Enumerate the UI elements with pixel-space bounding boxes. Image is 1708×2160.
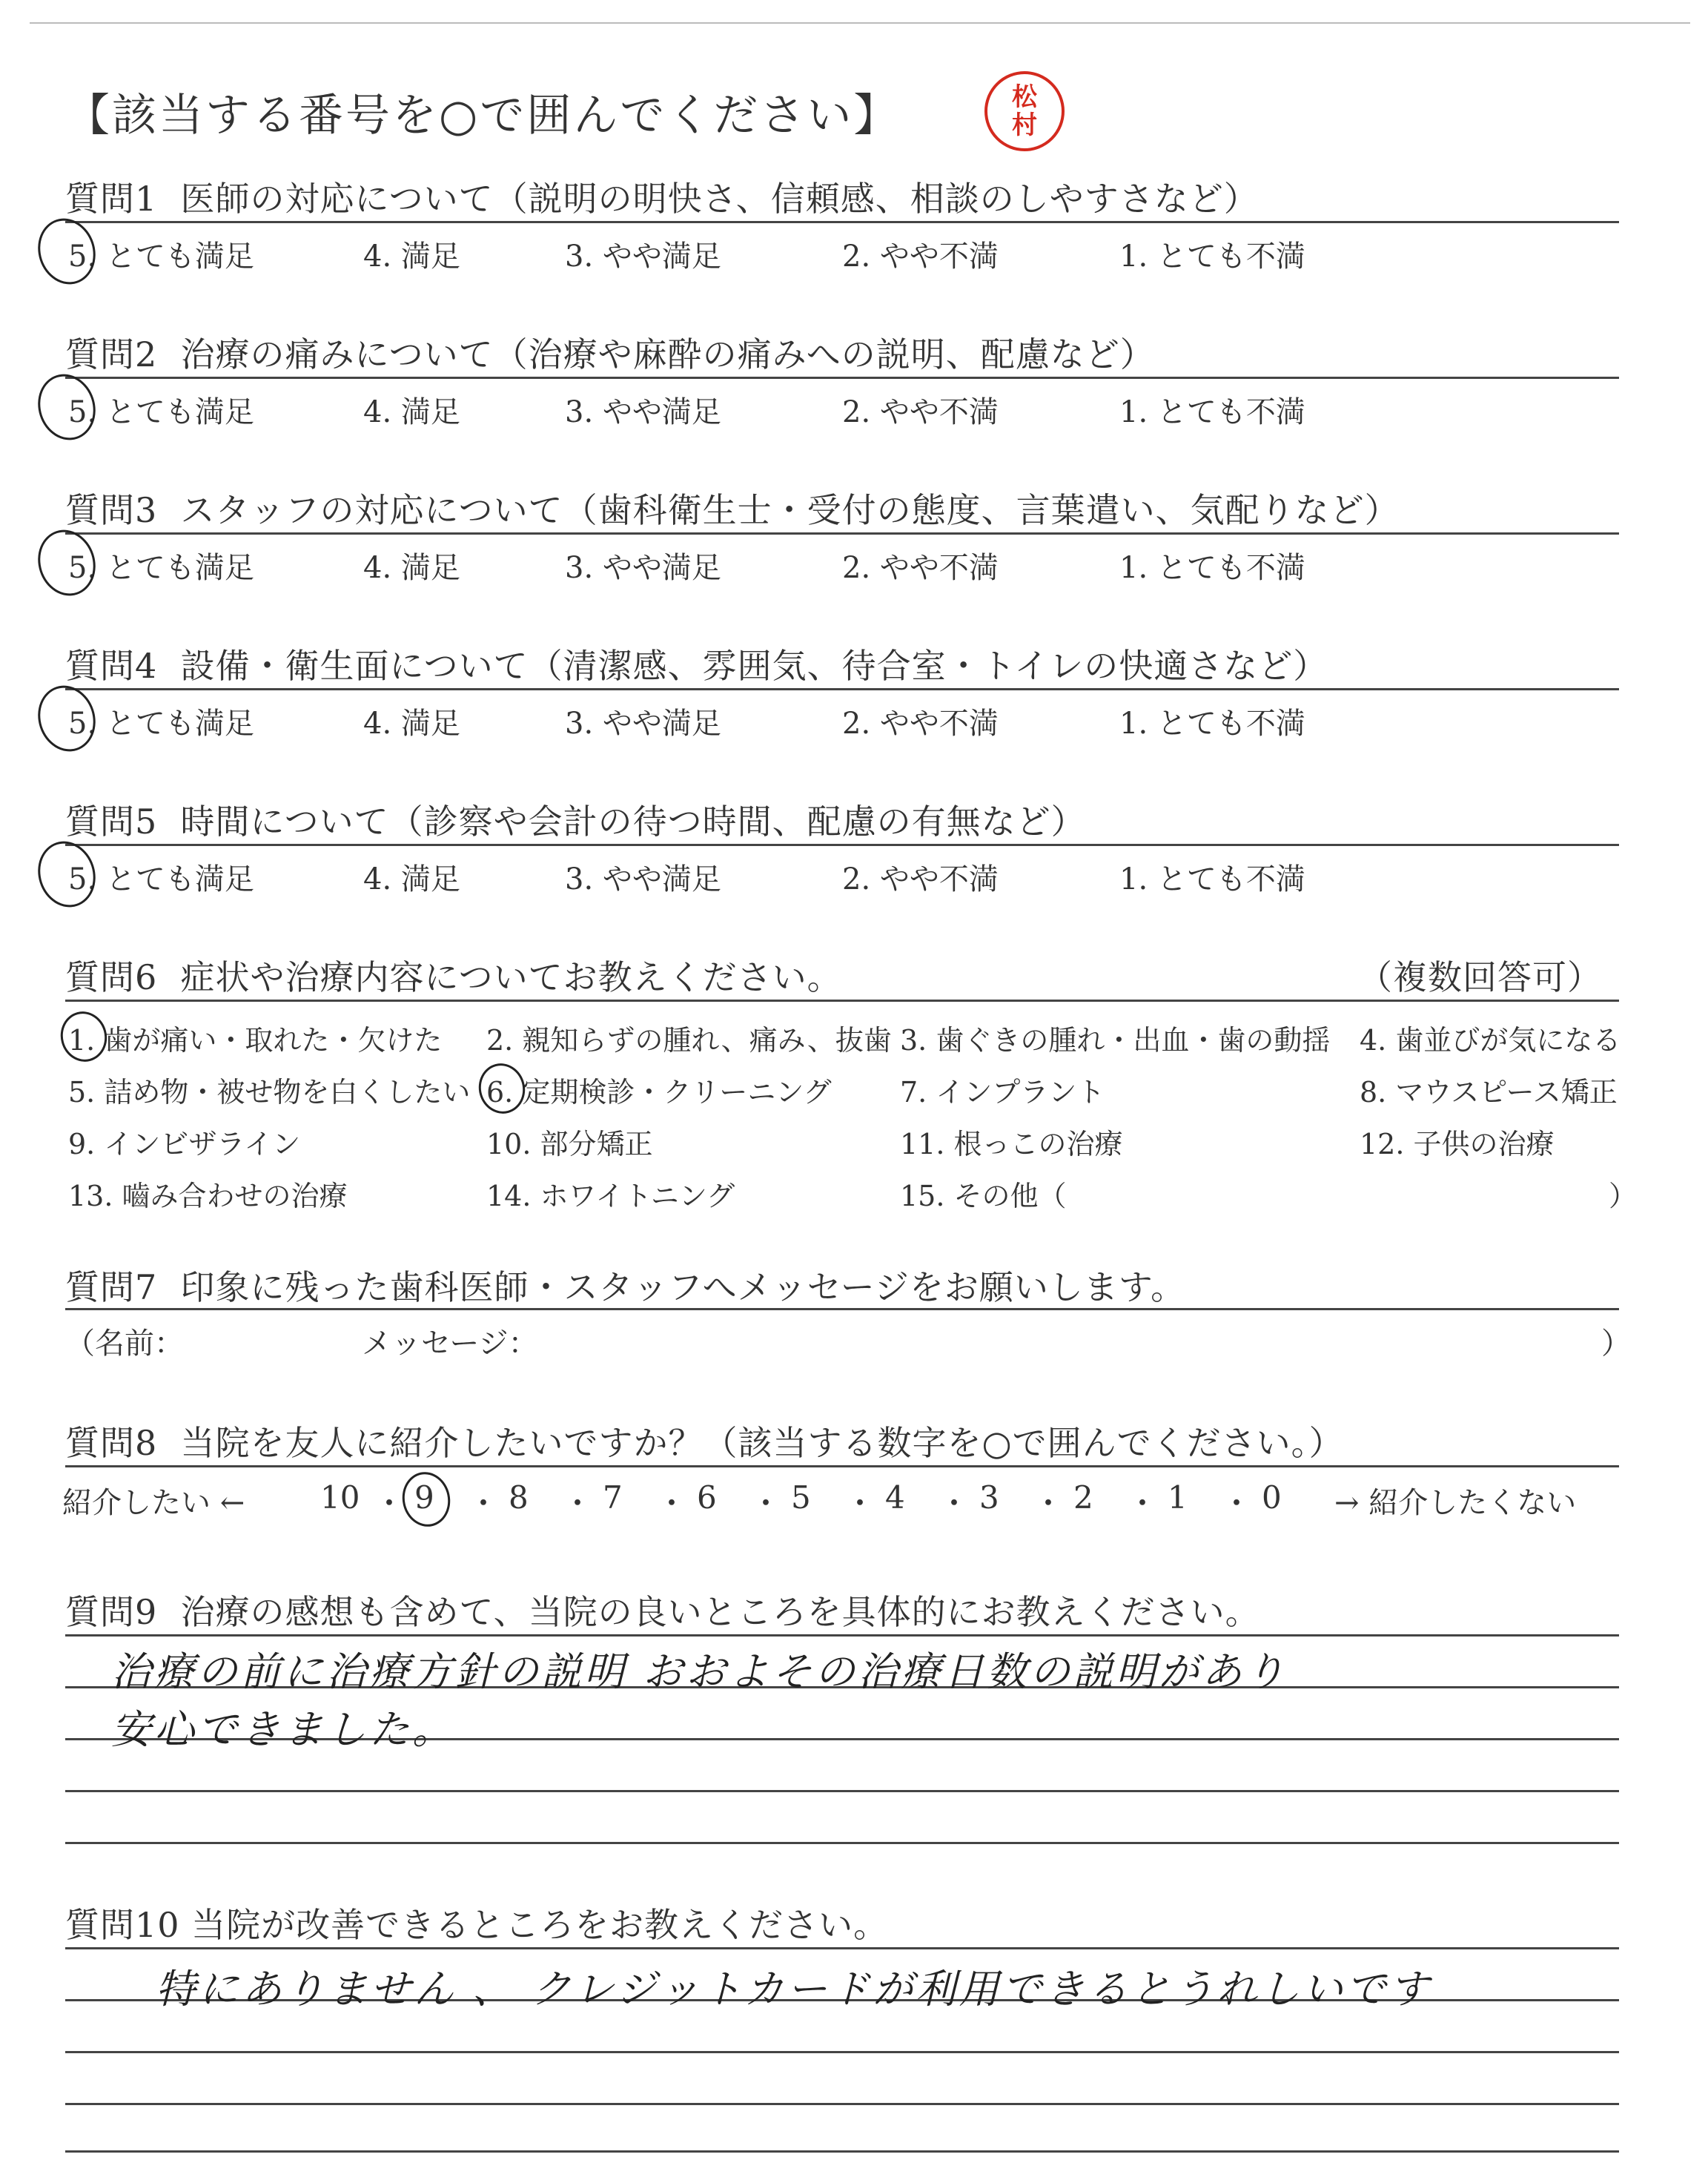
q8-scale-separator: ・ bbox=[374, 1485, 406, 1522]
q5-option-2[interactable]: 2. やや不満 bbox=[842, 862, 999, 896]
q3-option-5[interactable]: 5. とても満足 bbox=[68, 551, 254, 585]
q6-underline bbox=[65, 1000, 1619, 1002]
q8-scale-separator: ・ bbox=[1033, 1485, 1065, 1522]
q6-option-8[interactable]: 8. マウスピース矯正 bbox=[1360, 1076, 1618, 1109]
q8-scale-separator: ・ bbox=[844, 1485, 876, 1522]
q3-label: 質問3 bbox=[65, 490, 158, 530]
q1-option-1[interactable]: 1. とても不満 bbox=[1119, 240, 1305, 274]
q6-option-7[interactable]: 7. インプラント bbox=[900, 1076, 1105, 1109]
q10-line-4 bbox=[65, 2103, 1619, 2105]
q8-scale-0[interactable]: 0 bbox=[1262, 1479, 1282, 1516]
q2-option-5[interactable]: 5. とても満足 bbox=[68, 395, 254, 429]
q10-line-1 bbox=[65, 1947, 1619, 1949]
q6-option-10[interactable]: 10. 部分矯正 bbox=[486, 1128, 653, 1160]
q10-answer-line-1: 特にありません 、 クレジットカードが利用できるとうれしいです bbox=[156, 1966, 1432, 2012]
q7-text: 印象に残った歯科医師・スタッフへメッセージをお願いします。 bbox=[180, 1267, 1186, 1307]
q9-line-5 bbox=[65, 1842, 1619, 1844]
q4-underline bbox=[65, 688, 1619, 690]
q4-option-2[interactable]: 2. やや不満 bbox=[842, 707, 999, 741]
q6-text: 症状や治療内容についてお教えください。 bbox=[180, 957, 842, 997]
q10-label: 質問10 bbox=[65, 1905, 180, 1945]
q8-scale-10[interactable]: 10 bbox=[320, 1479, 360, 1516]
q3-text: スタッフの対応について（歯科衛生士・受付の態度、言葉遣い、気配りなど） bbox=[180, 490, 1400, 530]
q4-heading bbox=[65, 639, 1328, 688]
q6-option-11[interactable]: 11. 根っこの治療 bbox=[900, 1128, 1123, 1160]
q1-text: 医師の対応について（説明の明快さ、信頼感、相談のしやすさなど） bbox=[180, 179, 1259, 219]
q9-heading bbox=[65, 1585, 1260, 1634]
q1-option-4[interactable]: 4. 満足 bbox=[363, 240, 460, 274]
q9-label: 質問9 bbox=[65, 1592, 158, 1632]
q1-heading bbox=[65, 172, 1259, 221]
page-title: 【該当する番号を○で囲んでください】 bbox=[65, 90, 901, 142]
q5-label: 質問5 bbox=[65, 802, 158, 842]
q8-underline bbox=[65, 1465, 1619, 1467]
q7-name-label: （名前： bbox=[65, 1327, 184, 1361]
q6-option-4[interactable]: 4. 歯並びが気になる bbox=[1360, 1024, 1621, 1057]
q9-answer-line-2: 安心できました。 bbox=[111, 1706, 455, 1753]
seal-stamp bbox=[984, 71, 1065, 151]
q4-text: 設備・衛生面について（清潔感、雰囲気、待合室・トイレの快適さなど） bbox=[180, 646, 1328, 686]
q9-answer-line-1: 治療の前に治療方針の説明 おおよその治療日数の説明があり bbox=[111, 1648, 1288, 1695]
q6-label: 質問6 bbox=[65, 957, 158, 997]
q8-scale-7[interactable]: 7 bbox=[603, 1479, 623, 1516]
q8-scale-3[interactable]: 3 bbox=[979, 1479, 999, 1516]
q6-option-14[interactable]: 14. ホワイトニング bbox=[486, 1180, 735, 1212]
q8-scale-9[interactable]: 9 bbox=[414, 1479, 434, 1516]
q8-label: 質問8 bbox=[65, 1423, 158, 1463]
q9-text: 治療の感想も含めて、当院の良いところを具体的にお教えください。 bbox=[180, 1592, 1260, 1632]
q6-note: （複数回答可） bbox=[1358, 957, 1602, 997]
seal-char-2: 村 bbox=[1012, 110, 1037, 140]
q8-scale-separator: ・ bbox=[1127, 1485, 1159, 1522]
q6-option-other-close: ） bbox=[1609, 1180, 1638, 1212]
q6-option-2[interactable]: 2. 親知らずの腫れ、痛み、抜歯 bbox=[486, 1024, 892, 1057]
q5-underline bbox=[65, 844, 1619, 846]
q8-scale-separator: ・ bbox=[656, 1485, 688, 1522]
q5-option-5[interactable]: 5. とても満足 bbox=[68, 862, 254, 896]
q7-underline bbox=[65, 1308, 1619, 1310]
q7-label: 質問7 bbox=[65, 1267, 158, 1307]
q8-scale-1[interactable]: 1 bbox=[1168, 1479, 1188, 1516]
q7-heading bbox=[65, 1261, 1185, 1309]
q9-line-4 bbox=[65, 1790, 1619, 1792]
q4-option-5[interactable]: 5. とても満足 bbox=[68, 707, 254, 741]
q8-scale-8[interactable]: 8 bbox=[509, 1479, 529, 1516]
q5-option-1[interactable]: 1. とても不満 bbox=[1119, 862, 1305, 896]
q6-option-5[interactable]: 5. 詰め物・被せ物を白くしたい bbox=[68, 1076, 471, 1109]
q1-option-2[interactable]: 2. やや不満 bbox=[842, 240, 999, 274]
q1-option-3[interactable]: 3. やや満足 bbox=[565, 240, 721, 274]
q3-option-1[interactable]: 1. とても不満 bbox=[1119, 551, 1305, 585]
q4-option-3[interactable]: 3. やや満足 bbox=[565, 707, 721, 741]
q2-option-2[interactable]: 2. やや不満 bbox=[842, 395, 999, 429]
q5-heading bbox=[65, 795, 1086, 844]
q2-option-4[interactable]: 4. 満足 bbox=[363, 395, 460, 429]
q8-right-label: → 紹介したくない bbox=[1334, 1486, 1577, 1520]
q8-scale-separator: ・ bbox=[939, 1485, 970, 1522]
q2-label: 質問2 bbox=[65, 334, 158, 374]
q8-scale-separator: ・ bbox=[750, 1485, 782, 1522]
q8-scale-5[interactable]: 5 bbox=[791, 1479, 811, 1516]
q8-scale-separator: ・ bbox=[562, 1485, 594, 1522]
q6-option-15[interactable]: 15. その他（ bbox=[900, 1180, 1067, 1212]
q5-option-3[interactable]: 3. やや満足 bbox=[565, 862, 721, 896]
q9-line-1 bbox=[65, 1634, 1619, 1636]
q8-heading bbox=[65, 1416, 1344, 1465]
q6-option-3[interactable]: 3. 歯ぐきの腫れ・出血・歯の動揺 bbox=[900, 1024, 1331, 1057]
q6-heading bbox=[65, 951, 842, 1000]
q1-option-5[interactable]: 5. とても満足 bbox=[68, 240, 254, 274]
q7-message-label: メッセージ： bbox=[362, 1327, 538, 1361]
q1-label: 質問1 bbox=[65, 179, 158, 219]
q2-heading bbox=[65, 328, 1155, 377]
q4-option-1[interactable]: 1. とても不満 bbox=[1119, 707, 1305, 741]
q3-option-3[interactable]: 3. やや満足 bbox=[565, 551, 721, 585]
q6-option-1[interactable]: 1. 歯が痛い・取れた・欠けた bbox=[68, 1024, 443, 1057]
seal-char-1: 松 bbox=[1012, 82, 1037, 112]
q10-text: 当院が改善できるところをお教えください。 bbox=[191, 1905, 889, 1945]
q6-option-6[interactable]: 6. 定期検診・クリーニング bbox=[486, 1076, 832, 1109]
q2-option-3[interactable]: 3. やや満足 bbox=[565, 395, 721, 429]
q6-option-12[interactable]: 12. 子供の治療 bbox=[1360, 1128, 1555, 1160]
q8-selection-circle bbox=[397, 1467, 455, 1531]
q5-text: 時間について（診察や会計の待つ時間、配慮の有無など） bbox=[180, 802, 1086, 842]
q3-option-4[interactable]: 4. 満足 bbox=[363, 551, 460, 585]
q3-heading bbox=[65, 483, 1400, 532]
q6-option-9[interactable]: 9. インビザライン bbox=[68, 1128, 301, 1160]
q3-underline bbox=[65, 532, 1619, 535]
q1-underline bbox=[65, 221, 1619, 223]
top-border bbox=[30, 22, 1690, 24]
q10-line-3 bbox=[65, 2051, 1619, 2053]
q4-option-4[interactable]: 4. 満足 bbox=[363, 707, 460, 741]
q7-close: ） bbox=[1601, 1327, 1631, 1361]
q5-option-4[interactable]: 4. 満足 bbox=[363, 862, 460, 896]
q8-scale-4[interactable]: 4 bbox=[885, 1479, 905, 1516]
q10-heading bbox=[65, 1898, 888, 1947]
q8-scale-6[interactable]: 6 bbox=[697, 1479, 717, 1516]
q6-option-13[interactable]: 13. 嚙み合わせの治療 bbox=[68, 1180, 348, 1212]
q2-text: 治療の痛みについて（治療や麻酔の痛みへの説明、配慮など） bbox=[180, 334, 1155, 374]
q4-label: 質問4 bbox=[65, 646, 158, 686]
q8-scale-2[interactable]: 2 bbox=[1073, 1479, 1093, 1516]
q8-text: 当院を友人に紹介したいですか？（該当する数字を○で囲んでください。） bbox=[180, 1423, 1344, 1463]
q2-option-1[interactable]: 1. とても不満 bbox=[1119, 395, 1305, 429]
q8-left-label: 紹介したい ← bbox=[62, 1486, 245, 1520]
q8-scale-separator: ・ bbox=[468, 1485, 500, 1522]
q2-underline bbox=[65, 377, 1619, 379]
q3-option-2[interactable]: 2. やや不満 bbox=[842, 551, 999, 585]
q8-scale-separator: ・ bbox=[1221, 1485, 1253, 1522]
q10-line-5 bbox=[65, 2150, 1619, 2153]
